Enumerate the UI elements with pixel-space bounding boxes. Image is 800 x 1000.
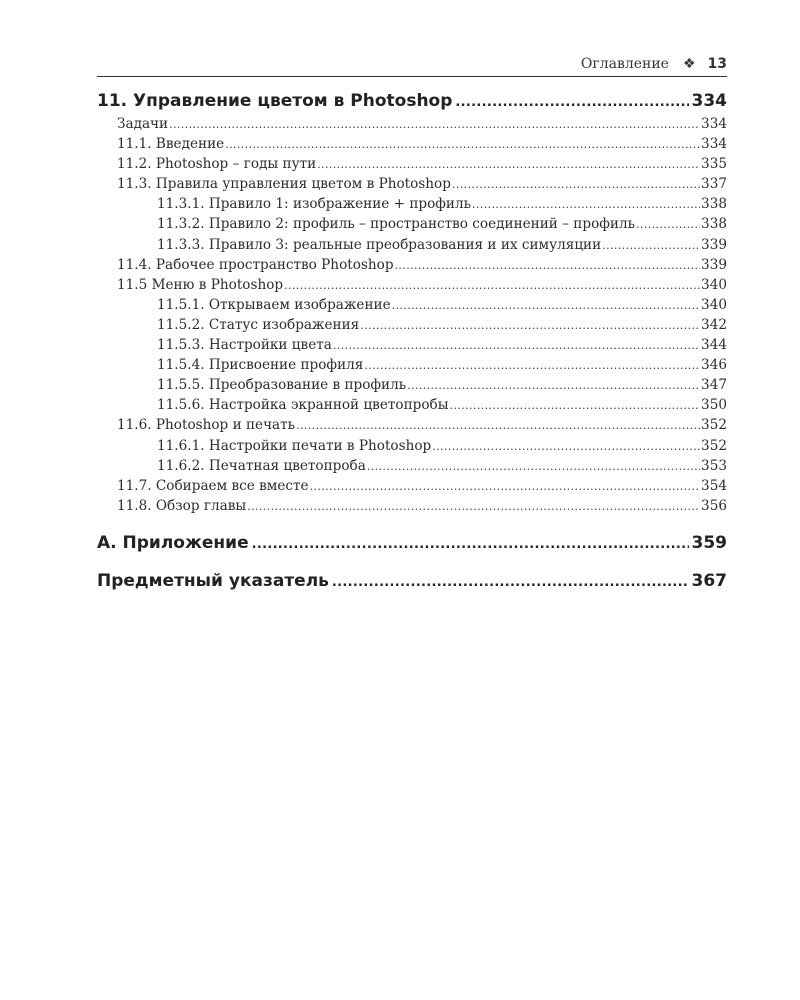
toc-leader-dots [432, 437, 700, 456]
toc-entry-page: 337 [701, 176, 727, 193]
toc-entry-title: 11.8. Обзор главы [117, 497, 247, 514]
toc-chapter-title: Предметный указатель [97, 570, 329, 591]
toc-chapter-page: 367 [691, 570, 727, 591]
toc-leader-dots [455, 90, 688, 114]
toc-entry-title: 11.6. Photoshop и печать [117, 417, 296, 434]
running-header [97, 52, 727, 77]
toc-chapter-page: 334 [691, 91, 727, 111]
toc-leader-dots [310, 477, 700, 496]
toc-entry-page: 347 [701, 377, 727, 394]
toc-entry-title: 11.5.4. Присвоение профиля [157, 357, 364, 374]
toc-entry-11-5-4[interactable] [97, 355, 727, 375]
toc-leader-dots [472, 195, 700, 214]
toc-entry-11-5[interactable] [97, 275, 727, 295]
toc-leader-dots [452, 175, 700, 194]
toc-leader-dots [602, 236, 700, 255]
toc-chapter-11[interactable] [97, 88, 727, 114]
toc-entry-11-5-5[interactable] [97, 375, 727, 395]
toc-entry-11-4[interactable] [97, 255, 727, 275]
toc-entry-page: 353 [701, 457, 727, 474]
toc-entry-page: 338 [701, 196, 727, 213]
toc-entry-title: 11.5 Меню в Photoshop [117, 276, 284, 293]
toc-entry-page: 352 [701, 437, 727, 454]
toc-entry-11-5-6[interactable] [97, 395, 727, 415]
header-page-number: 13 [707, 56, 727, 72]
toc-appendix[interactable] [97, 530, 727, 556]
toc-entry-page: 334 [701, 136, 727, 153]
toc-entry-title: 11.6.1. Настройки печати в Photoshop [157, 437, 432, 454]
toc-leader-dots [367, 457, 700, 476]
toc-leader-dots [225, 135, 700, 154]
toc-entry-title: 11.4. Рабочее пространство Photoshop [117, 256, 394, 273]
toc-entry-11-3-1[interactable] [97, 194, 727, 214]
toc-subject-index[interactable] [97, 568, 727, 594]
toc-entry-11-7[interactable] [97, 476, 727, 496]
toc-leader-dots [332, 570, 689, 594]
toc-entry-title: 11.5.2. Статус изображения [157, 316, 360, 333]
toc-leader-dots [360, 316, 700, 335]
header-title: Оглавление [580, 56, 669, 72]
toc-leader-dots [317, 155, 700, 174]
toc-entry-page: 352 [701, 417, 727, 434]
toc-entry-page: 350 [701, 397, 727, 414]
toc-entry-11-6-2[interactable] [97, 456, 727, 476]
toc-entry-title: 11.5.5. Преобразование в профиль [157, 377, 407, 394]
toc-entry-page: 339 [701, 236, 727, 253]
toc-entry-11-6-1[interactable] [97, 436, 727, 456]
toc-leader-dots [333, 336, 700, 355]
toc-entry-page: 338 [701, 216, 727, 233]
toc-entry-title: 11.6.2. Печатная цветопроба [157, 457, 366, 474]
toc-entry-title: 11.7. Собираем все вместе [117, 477, 309, 494]
toc-entry-11-5-3[interactable] [97, 335, 727, 355]
toc-entry-page: 342 [701, 316, 727, 333]
toc-entry-11-5-1[interactable] [97, 295, 727, 315]
toc-entry-page: 340 [701, 276, 727, 293]
toc-leader-dots [296, 416, 700, 435]
toc-entry-tasks[interactable] [97, 114, 727, 134]
toc-leader-dots [395, 256, 701, 275]
toc-entry-11-2[interactable] [97, 154, 727, 174]
toc-chapter-title: 11. Управление цветом в Photoshop [97, 91, 453, 111]
toc-entry-page: 354 [701, 477, 727, 494]
toc-entry-title: 11.3.2. Правило 2: профиль – пространство соединений – профиль [157, 216, 635, 233]
toc-entry-page: 346 [701, 357, 727, 374]
toc-leader-dots [364, 356, 700, 375]
toc-entry-title: 11.1. Введение [117, 136, 225, 153]
toc-entry-title: 11.2. Photoshop – годы пути [117, 156, 317, 173]
toc-chapter-title: А. Приложение [97, 532, 249, 553]
toc-entry-11-3[interactable] [97, 174, 727, 194]
toc-entry-page: 344 [701, 337, 727, 354]
toc-entry-title: 11.3. Правила управления цветом в Photoshop [117, 176, 451, 193]
toc-leader-dots [284, 276, 700, 295]
toc-leader-dots [392, 296, 700, 315]
toc-entry-title: 11.3.1. Правило 1: изображение + профиль [157, 196, 472, 213]
toc-leader-dots [169, 115, 700, 134]
toc-leader-dots [450, 396, 701, 415]
toc-leader-dots [407, 376, 700, 395]
toc-entry-page: 356 [701, 497, 727, 514]
toc-entry-11-8[interactable] [97, 496, 727, 516]
toc-entry-page: 340 [701, 296, 727, 313]
toc-leader-dots [247, 497, 700, 516]
toc-entry-11-3-2[interactable] [97, 214, 727, 234]
toc-entry-title: 11.5.3. Настройки цвета [157, 337, 332, 354]
toc-entry-11-3-3[interactable] [97, 235, 727, 255]
toc-entry-page: 335 [701, 156, 727, 173]
toc-entry-11-5-2[interactable] [97, 315, 727, 335]
toc-leader-dots [252, 532, 689, 556]
toc-leader-dots [636, 215, 700, 234]
toc-entry-title: 11.5.6. Настройка экранной цветопробы [157, 397, 449, 414]
header-ornament-icon: ❖ [682, 56, 696, 72]
toc-entry-11-1[interactable] [97, 134, 727, 154]
table-of-contents [97, 88, 727, 594]
toc-chapter-page: 359 [691, 532, 727, 553]
toc-entry-title: Задачи [117, 116, 169, 132]
toc-entry-title: 11.3.3. Правило 3: реальные преобразования и их симуляции [157, 236, 602, 253]
toc-entry-11-6[interactable] [97, 415, 727, 435]
toc-entry-title: 11.5.1. Открываем изображение [157, 296, 391, 313]
toc-entry-page: 334 [701, 116, 727, 132]
toc-entry-page: 339 [701, 256, 727, 273]
